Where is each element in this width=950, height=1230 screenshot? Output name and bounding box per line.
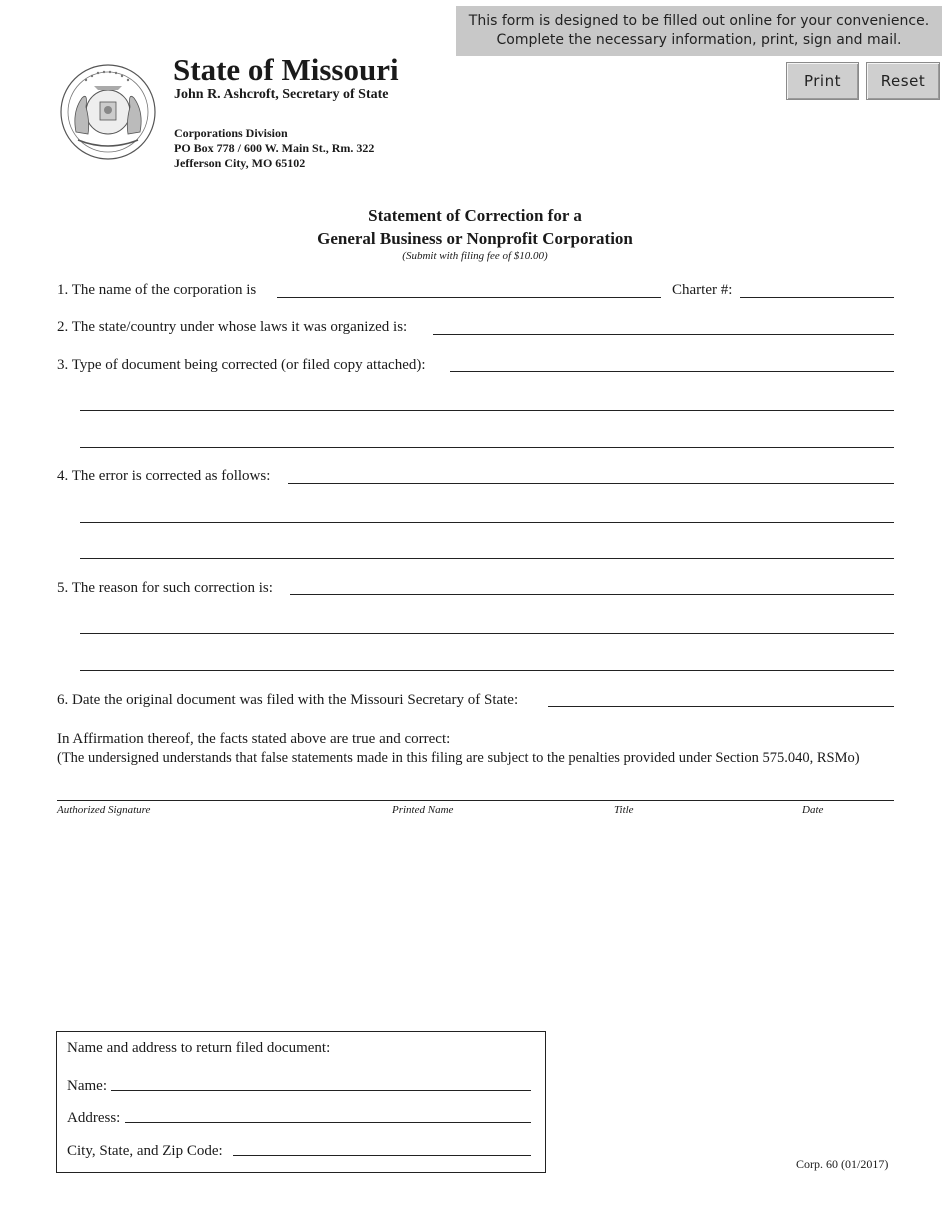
affirmation-line-2: (The undersigned understands that false statements made in this filing are subject to the penalties provided under Section 575.040, RSMo): [57, 750, 860, 766]
document-type-field-1[interactable]: [450, 371, 894, 372]
return-city-field[interactable]: [233, 1155, 531, 1156]
q6-label: 6. Date the original document was filed with the Missouri Secretary of State:: [57, 692, 519, 708]
q4-label: 4. The error is corrected as follows:: [57, 468, 271, 484]
q5-label: 5. The reason for such correction is:: [57, 580, 273, 596]
online-notice: [456, 6, 942, 56]
return-address-label: Address:: [67, 1110, 121, 1126]
form-code: Corp. 60 (01/2017): [796, 1157, 889, 1171]
signature-line[interactable]: [57, 800, 894, 801]
state-title: State of Missouri: [173, 52, 399, 87]
authorized-signature-label: Authorized Signature: [57, 804, 151, 816]
division-name: Corporations Division: [174, 126, 288, 140]
reason-field-1[interactable]: [290, 594, 894, 595]
return-box-heading: Name and address to return filed document:: [67, 1040, 331, 1056]
document-type-field-2[interactable]: [80, 410, 894, 411]
return-name-field[interactable]: [111, 1090, 531, 1091]
charter-label: Charter #:: [672, 282, 733, 298]
q2-label: 2. The state/country under whose laws it was organized is:: [57, 319, 408, 335]
corporation-name-field[interactable]: [277, 297, 661, 298]
secretary-name: John R. Ashcroft, Secretary of State: [174, 87, 389, 102]
notice-line-1: This form is designed to be filled out online for your convenience.: [468, 13, 930, 29]
return-address-field[interactable]: [125, 1122, 531, 1123]
notice-line-2: Complete the necessary information, print, sign and mail.: [496, 32, 902, 48]
state-country-field[interactable]: [433, 334, 894, 335]
correction-field-1[interactable]: [288, 483, 894, 484]
return-city-label: City, State, and Zip Code:: [67, 1143, 223, 1159]
date-label: Date: [802, 804, 824, 816]
original-filing-date-field[interactable]: [548, 706, 894, 707]
print-button[interactable]: Print: [786, 62, 859, 100]
form-title: [0, 204, 950, 250]
q1-label: 1. The name of the corporation is: [57, 282, 257, 298]
correction-field-3[interactable]: [80, 558, 894, 559]
title-label: Title: [614, 804, 634, 816]
missouri-state-seal-icon: [58, 62, 158, 162]
address-line-1: PO Box 778 / 600 W. Main St., Rm. 322: [174, 141, 375, 155]
division-address: [174, 126, 374, 171]
affirmation-text: [57, 730, 860, 768]
return-address-box: [56, 1031, 546, 1173]
form-title-line-2: General Business or Nonprofit Corporation: [317, 229, 633, 248]
address-line-2: Jefferson City, MO 65102: [174, 156, 306, 170]
q3-label: 3. Type of document being corrected (or filed copy attached):: [57, 357, 426, 373]
affirmation-line-1: In Affirmation thereof, the facts stated above are true and correct:: [57, 731, 451, 747]
reset-button[interactable]: Reset: [866, 62, 940, 100]
form-title-line-1: Statement of Correction for a: [368, 206, 582, 225]
document-type-field-3[interactable]: [80, 447, 894, 448]
printed-name-label: Printed Name: [392, 804, 454, 816]
return-name-label: Name:: [67, 1078, 107, 1094]
fee-note: (Submit with filing fee of $10.00): [402, 250, 548, 262]
reason-field-2[interactable]: [80, 633, 894, 634]
charter-number-field[interactable]: [740, 297, 894, 298]
correction-field-2[interactable]: [80, 522, 894, 523]
reason-field-3[interactable]: [80, 670, 894, 671]
